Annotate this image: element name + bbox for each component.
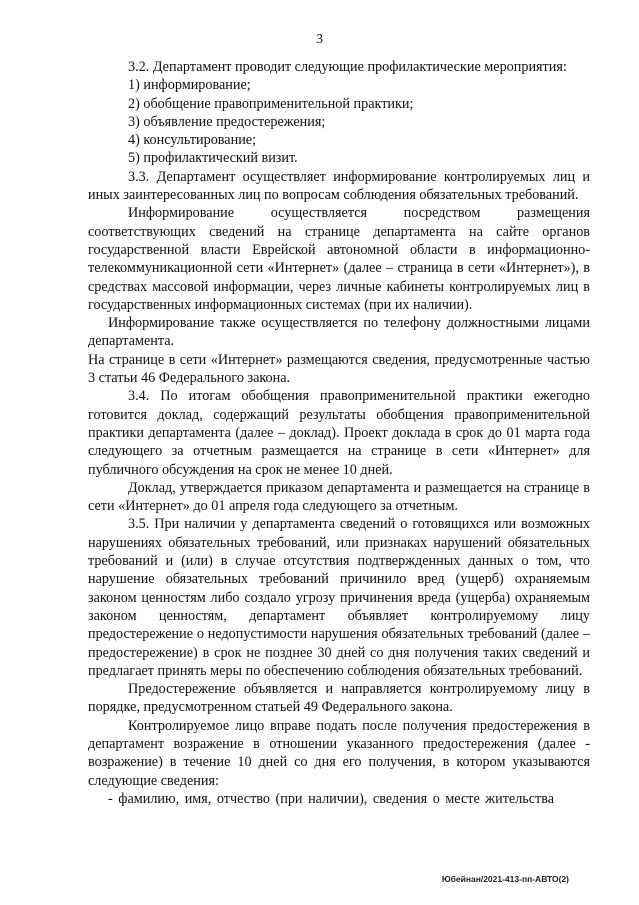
list-item-warning: 3) объявление предостережения; [128, 113, 326, 130]
paragraph-report-approval: Доклад, утверждается приказом департамента и размещается на странице в сети «Интернет» до 01 апреля года следующего за отчетным. [88, 479, 590, 515]
page-number: 3 [316, 32, 323, 47]
document-footer-code: Юбейнан/2021-413-пп-АВТО(2) [441, 874, 569, 884]
paragraph-objection: Контролируемое лицо вправе подать после получения предостережения в департамент возражение в отношении указанного предостережения (далее - возражение) в течение 10 дней со дня его получения, в котором указываются следующие сведения: [88, 717, 590, 789]
paragraph-3-3: 3.3. Департамент осуществляет информирование контролируемых лиц и иных заинтересованных лиц по вопросам соблюдения обязательных требований. [88, 168, 590, 204]
paragraph-3-5: 3.5. При наличии у департамента сведений о готовящихся или возможных нарушениях обязательных требований, или признаках нарушений обязательных требований и (или) в случае отсутствия подтвержденных данных о том, что нарушение обязательных требований причинило вред (ущерб) охраняемым законом ценностям либо создало угрозу причинения вреда (ущерба) охраняемым законом ценностям, департамент объявляет контролируемому лицу предостережение о недопустимости нарушения обязательных требований (далее – предостережение) в срок не позднее 30 дней со дня получения таких сведений и предлагает принять меры по обеспечению соблюдения обязательных требований. [88, 516, 590, 679]
paragraph-objection-details: - фамилию, имя, отчество (при наличии), сведения о месте жительства [108, 790, 555, 807]
list-item-practice-generalization: 2) обобщение правоприменительной практики; [128, 95, 414, 112]
paragraph-internet-page: На странице в сети «Интернет» размещаются сведения, предусмотренные частью 3 статьи 46 Федерального закона. [88, 351, 590, 387]
paragraph-informing-phone: Информирование также осуществляется по телефону должностными лицами департамента. [88, 315, 590, 350]
paragraph-3-2: 3.2. Департамент проводит следующие профилактические мероприятия: [128, 59, 567, 75]
paragraph-3-4: 3.4. По итогам обобщения правоприменительной практики ежегодно готовится доклад, содержащий результаты обобщения правоприменительной практики департамента (далее – доклад). Проект доклада в срок до 01 марта года следующего за отчетным размещается на странице в сети «Интернет» для публичного обсуждения на срок не менее 10 дней. [88, 388, 590, 478]
list-item-preventive-visit: 5) профилактический визит. [128, 150, 298, 167]
paragraph-informing-means: Информирование осуществляется посредством размещения соответствующих сведений на странице департамента на сайте органов государственной власти Еврейской автономной области в информационно-телекоммуникационной сети «Интернет» (далее – страница в сети «Интернет»), в средствах массовой информации, через личные кабинеты контролируемых лиц в государственных информационных системах (при их наличии). [88, 205, 590, 313]
document-body [88, 58, 590, 808]
paragraph-warning-delivery: Предостережение объявляется и направляется контролируемому лицу в порядке, предусмотренном статьей 49 Федерального закона. [88, 681, 590, 716]
list-item-informing: 1) информирование; [128, 77, 251, 94]
list-item-consulting: 4) консультирование; [128, 132, 257, 149]
